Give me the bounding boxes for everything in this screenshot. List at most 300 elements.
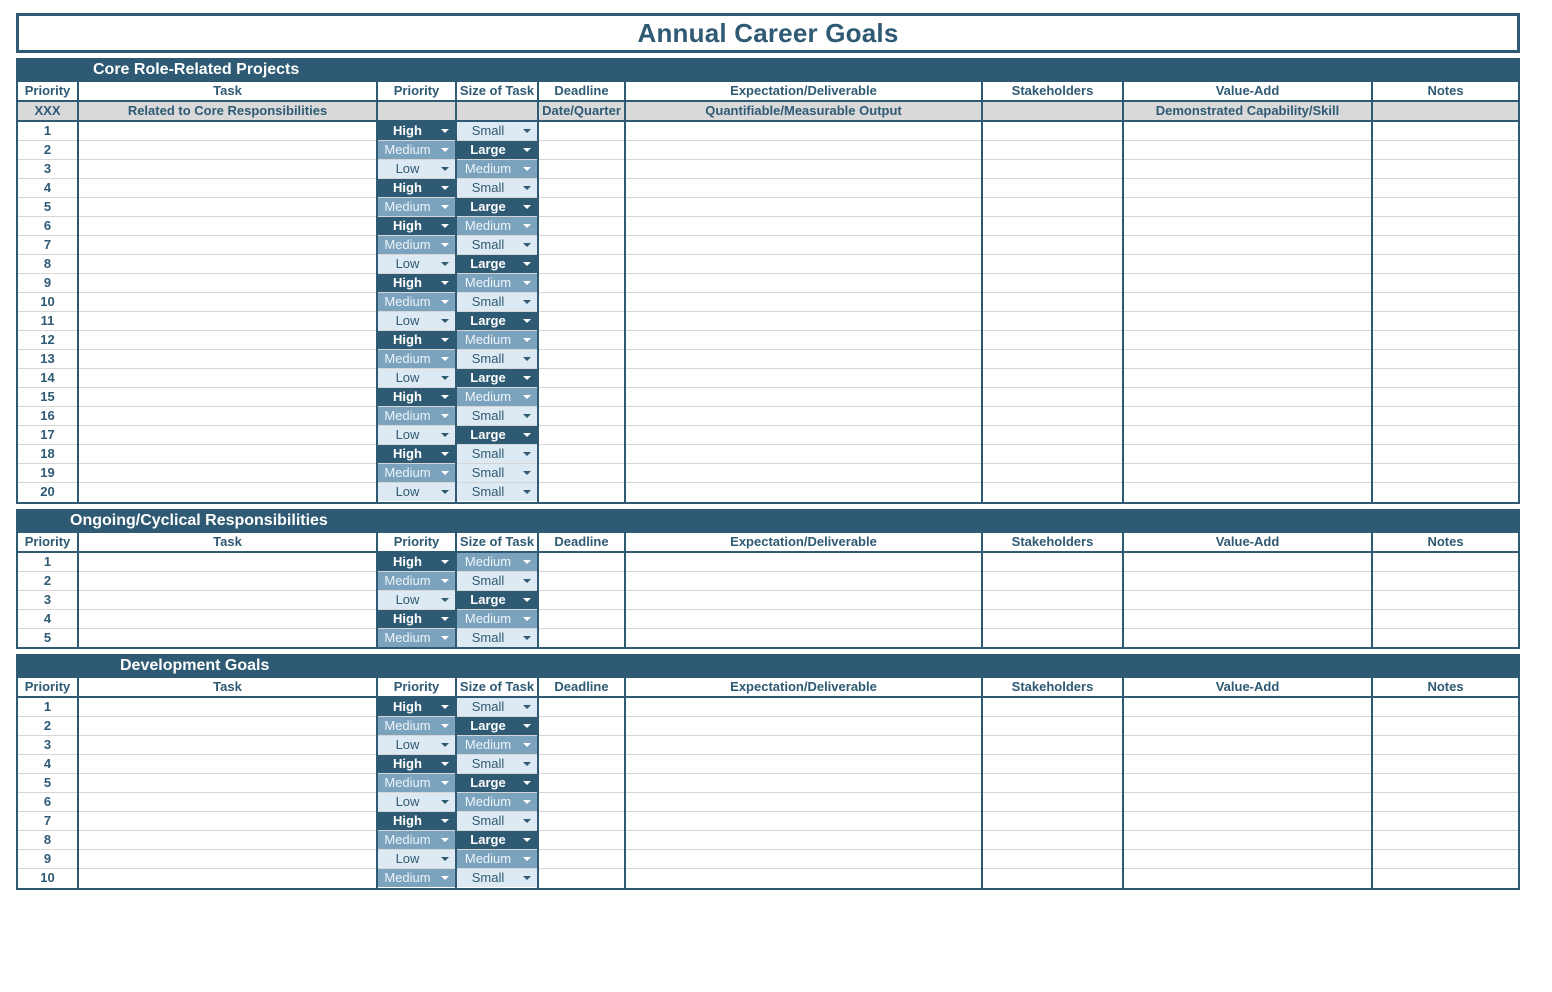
task-cell[interactable]	[78, 697, 377, 717]
stakeholders-cell[interactable]	[982, 293, 1123, 312]
deliverable-cell[interactable]	[625, 793, 982, 812]
notes-cell[interactable]	[1372, 407, 1518, 426]
deliverable-cell[interactable]	[625, 717, 982, 736]
chevron-down-icon[interactable]	[441, 857, 449, 861]
size-dropdown[interactable]	[457, 122, 537, 140]
priority-dropdown[interactable]	[378, 736, 455, 754]
task-cell[interactable]	[78, 350, 377, 369]
task-cell[interactable]	[78, 464, 377, 483]
task-cell[interactable]	[78, 628, 377, 647]
stakeholders-cell[interactable]	[982, 255, 1123, 274]
size-dropdown[interactable]	[457, 464, 537, 482]
deadline-cell[interactable]	[538, 160, 625, 179]
value-add-cell[interactable]	[1123, 388, 1372, 407]
size-dropdown[interactable]	[457, 293, 537, 311]
deadline-cell[interactable]	[538, 141, 625, 160]
deadline-cell[interactable]	[538, 217, 625, 236]
chevron-down-icon[interactable]	[441, 819, 449, 823]
deadline-cell[interactable]	[538, 388, 625, 407]
chevron-down-icon[interactable]	[441, 598, 449, 602]
stakeholders-cell[interactable]	[982, 121, 1123, 141]
stakeholders-cell[interactable]	[982, 464, 1123, 483]
size-dropdown[interactable]	[457, 850, 537, 868]
chevron-down-icon[interactable]	[523, 376, 531, 380]
size-dropdown[interactable]	[457, 331, 537, 349]
chevron-down-icon[interactable]	[523, 281, 531, 285]
chevron-down-icon[interactable]	[523, 724, 531, 728]
deliverable-cell[interactable]	[625, 445, 982, 464]
chevron-down-icon[interactable]	[441, 781, 449, 785]
chevron-down-icon[interactable]	[523, 876, 531, 880]
value-add-cell[interactable]	[1123, 198, 1372, 217]
size-dropdown[interactable]	[457, 217, 537, 235]
task-cell[interactable]	[78, 121, 377, 141]
chevron-down-icon[interactable]	[523, 167, 531, 171]
priority-dropdown[interactable]	[378, 274, 455, 292]
value-add-cell[interactable]	[1123, 141, 1372, 160]
notes-cell[interactable]	[1372, 571, 1518, 590]
chevron-down-icon[interactable]	[441, 743, 449, 747]
deadline-cell[interactable]	[538, 869, 625, 888]
chevron-down-icon[interactable]	[441, 338, 449, 342]
size-dropdown[interactable]	[457, 553, 537, 571]
deliverable-cell[interactable]	[625, 483, 982, 502]
chevron-down-icon[interactable]	[523, 617, 531, 621]
notes-cell[interactable]	[1372, 331, 1518, 350]
deadline-cell[interactable]	[538, 812, 625, 831]
notes-cell[interactable]	[1372, 350, 1518, 369]
priority-dropdown[interactable]	[378, 160, 455, 178]
chevron-down-icon[interactable]	[523, 636, 531, 640]
chevron-down-icon[interactable]	[441, 319, 449, 323]
deliverable-cell[interactable]	[625, 590, 982, 609]
deliverable-cell[interactable]	[625, 464, 982, 483]
deadline-cell[interactable]	[538, 426, 625, 445]
chevron-down-icon[interactable]	[523, 243, 531, 247]
stakeholders-cell[interactable]	[982, 850, 1123, 869]
notes-cell[interactable]	[1372, 274, 1518, 293]
notes-cell[interactable]	[1372, 179, 1518, 198]
task-cell[interactable]	[78, 160, 377, 179]
priority-dropdown[interactable]	[378, 312, 455, 330]
deliverable-cell[interactable]	[625, 274, 982, 293]
size-dropdown[interactable]	[457, 591, 537, 609]
notes-cell[interactable]	[1372, 869, 1518, 888]
notes-cell[interactable]	[1372, 217, 1518, 236]
notes-cell[interactable]	[1372, 121, 1518, 141]
priority-dropdown[interactable]	[378, 141, 455, 159]
stakeholders-cell[interactable]	[982, 736, 1123, 755]
task-cell[interactable]	[78, 179, 377, 198]
size-dropdown[interactable]	[457, 717, 537, 735]
deliverable-cell[interactable]	[625, 160, 982, 179]
deliverable-cell[interactable]	[625, 179, 982, 198]
notes-cell[interactable]	[1372, 388, 1518, 407]
task-cell[interactable]	[78, 483, 377, 502]
task-cell[interactable]	[78, 217, 377, 236]
notes-cell[interactable]	[1372, 464, 1518, 483]
notes-cell[interactable]	[1372, 483, 1518, 502]
notes-cell[interactable]	[1372, 628, 1518, 647]
value-add-cell[interactable]	[1123, 236, 1372, 255]
value-add-cell[interactable]	[1123, 160, 1372, 179]
stakeholders-cell[interactable]	[982, 407, 1123, 426]
deadline-cell[interactable]	[538, 350, 625, 369]
deadline-cell[interactable]	[538, 312, 625, 331]
deadline-cell[interactable]	[538, 369, 625, 388]
notes-cell[interactable]	[1372, 697, 1518, 717]
size-dropdown[interactable]	[457, 274, 537, 292]
priority-dropdown[interactable]	[378, 198, 455, 216]
task-cell[interactable]	[78, 571, 377, 590]
deliverable-cell[interactable]	[625, 331, 982, 350]
chevron-down-icon[interactable]	[523, 319, 531, 323]
task-cell[interactable]	[78, 717, 377, 736]
notes-cell[interactable]	[1372, 236, 1518, 255]
priority-dropdown[interactable]	[378, 464, 455, 482]
value-add-cell[interactable]	[1123, 628, 1372, 647]
chevron-down-icon[interactable]	[523, 129, 531, 133]
priority-dropdown[interactable]	[378, 179, 455, 197]
deliverable-cell[interactable]	[625, 609, 982, 628]
priority-dropdown[interactable]	[378, 850, 455, 868]
chevron-down-icon[interactable]	[523, 224, 531, 228]
stakeholders-cell[interactable]	[982, 571, 1123, 590]
deliverable-cell[interactable]	[625, 407, 982, 426]
size-dropdown[interactable]	[457, 369, 537, 387]
size-dropdown[interactable]	[457, 698, 537, 716]
value-add-cell[interactable]	[1123, 179, 1372, 198]
chevron-down-icon[interactable]	[523, 395, 531, 399]
stakeholders-cell[interactable]	[982, 198, 1123, 217]
notes-cell[interactable]	[1372, 255, 1518, 274]
size-dropdown[interactable]	[457, 350, 537, 368]
chevron-down-icon[interactable]	[441, 300, 449, 304]
value-add-cell[interactable]	[1123, 831, 1372, 850]
stakeholders-cell[interactable]	[982, 552, 1123, 572]
stakeholders-cell[interactable]	[982, 369, 1123, 388]
notes-cell[interactable]	[1372, 793, 1518, 812]
size-dropdown[interactable]	[457, 572, 537, 590]
value-add-cell[interactable]	[1123, 121, 1372, 141]
value-add-cell[interactable]	[1123, 255, 1372, 274]
deadline-cell[interactable]	[538, 755, 625, 774]
deliverable-cell[interactable]	[625, 236, 982, 255]
size-dropdown[interactable]	[457, 160, 537, 178]
notes-cell[interactable]	[1372, 590, 1518, 609]
stakeholders-cell[interactable]	[982, 331, 1123, 350]
chevron-down-icon[interactable]	[441, 579, 449, 583]
size-dropdown[interactable]	[457, 426, 537, 444]
chevron-down-icon[interactable]	[523, 800, 531, 804]
stakeholders-cell[interactable]	[982, 217, 1123, 236]
priority-dropdown[interactable]	[378, 610, 455, 628]
notes-cell[interactable]	[1372, 141, 1518, 160]
priority-dropdown[interactable]	[378, 426, 455, 444]
priority-dropdown[interactable]	[378, 445, 455, 463]
deliverable-cell[interactable]	[625, 697, 982, 717]
task-cell[interactable]	[78, 369, 377, 388]
deliverable-cell[interactable]	[625, 426, 982, 445]
deadline-cell[interactable]	[538, 198, 625, 217]
notes-cell[interactable]	[1372, 850, 1518, 869]
value-add-cell[interactable]	[1123, 445, 1372, 464]
value-add-cell[interactable]	[1123, 331, 1372, 350]
deliverable-cell[interactable]	[625, 831, 982, 850]
size-dropdown[interactable]	[457, 483, 537, 501]
task-cell[interactable]	[78, 141, 377, 160]
deadline-cell[interactable]	[538, 483, 625, 502]
size-dropdown[interactable]	[457, 445, 537, 463]
chevron-down-icon[interactable]	[523, 148, 531, 152]
deliverable-cell[interactable]	[625, 369, 982, 388]
value-add-cell[interactable]	[1123, 774, 1372, 793]
value-add-cell[interactable]	[1123, 464, 1372, 483]
task-cell[interactable]	[78, 812, 377, 831]
priority-dropdown[interactable]	[378, 755, 455, 773]
priority-dropdown[interactable]	[378, 350, 455, 368]
priority-dropdown[interactable]	[378, 388, 455, 406]
deliverable-cell[interactable]	[625, 121, 982, 141]
deliverable-cell[interactable]	[625, 774, 982, 793]
chevron-down-icon[interactable]	[523, 357, 531, 361]
deadline-cell[interactable]	[538, 255, 625, 274]
deadline-cell[interactable]	[538, 697, 625, 717]
chevron-down-icon[interactable]	[441, 490, 449, 494]
chevron-down-icon[interactable]	[523, 452, 531, 456]
chevron-down-icon[interactable]	[441, 262, 449, 266]
value-add-cell[interactable]	[1123, 407, 1372, 426]
stakeholders-cell[interactable]	[982, 426, 1123, 445]
deadline-cell[interactable]	[538, 590, 625, 609]
deliverable-cell[interactable]	[625, 628, 982, 647]
priority-dropdown[interactable]	[378, 572, 455, 590]
chevron-down-icon[interactable]	[441, 705, 449, 709]
deadline-cell[interactable]	[538, 552, 625, 572]
notes-cell[interactable]	[1372, 198, 1518, 217]
deliverable-cell[interactable]	[625, 312, 982, 331]
chevron-down-icon[interactable]	[523, 560, 531, 564]
deadline-cell[interactable]	[538, 445, 625, 464]
deliverable-cell[interactable]	[625, 571, 982, 590]
priority-dropdown[interactable]	[378, 774, 455, 792]
value-add-cell[interactable]	[1123, 571, 1372, 590]
priority-dropdown[interactable]	[378, 407, 455, 425]
task-cell[interactable]	[78, 793, 377, 812]
deadline-cell[interactable]	[538, 609, 625, 628]
deadline-cell[interactable]	[538, 464, 625, 483]
deadline-cell[interactable]	[538, 736, 625, 755]
chevron-down-icon[interactable]	[441, 762, 449, 766]
task-cell[interactable]	[78, 445, 377, 464]
chevron-down-icon[interactable]	[523, 579, 531, 583]
priority-dropdown[interactable]	[378, 553, 455, 571]
task-cell[interactable]	[78, 331, 377, 350]
chevron-down-icon[interactable]	[441, 129, 449, 133]
deadline-cell[interactable]	[538, 407, 625, 426]
value-add-cell[interactable]	[1123, 350, 1372, 369]
priority-dropdown[interactable]	[378, 869, 455, 887]
deliverable-cell[interactable]	[625, 869, 982, 888]
size-dropdown[interactable]	[457, 179, 537, 197]
priority-dropdown[interactable]	[378, 591, 455, 609]
deliverable-cell[interactable]	[625, 736, 982, 755]
value-add-cell[interactable]	[1123, 812, 1372, 831]
priority-dropdown[interactable]	[378, 293, 455, 311]
deliverable-cell[interactable]	[625, 552, 982, 572]
deliverable-cell[interactable]	[625, 755, 982, 774]
stakeholders-cell[interactable]	[982, 179, 1123, 198]
value-add-cell[interactable]	[1123, 850, 1372, 869]
size-dropdown[interactable]	[457, 610, 537, 628]
deadline-cell[interactable]	[538, 831, 625, 850]
deliverable-cell[interactable]	[625, 217, 982, 236]
task-cell[interactable]	[78, 590, 377, 609]
task-cell[interactable]	[78, 831, 377, 850]
chevron-down-icon[interactable]	[441, 376, 449, 380]
deliverable-cell[interactable]	[625, 255, 982, 274]
size-dropdown[interactable]	[457, 255, 537, 273]
notes-cell[interactable]	[1372, 293, 1518, 312]
deadline-cell[interactable]	[538, 274, 625, 293]
priority-dropdown[interactable]	[378, 122, 455, 140]
task-cell[interactable]	[78, 255, 377, 274]
chevron-down-icon[interactable]	[441, 636, 449, 640]
chevron-down-icon[interactable]	[523, 490, 531, 494]
chevron-down-icon[interactable]	[523, 743, 531, 747]
deliverable-cell[interactable]	[625, 388, 982, 407]
deliverable-cell[interactable]	[625, 198, 982, 217]
priority-dropdown[interactable]	[378, 369, 455, 387]
task-cell[interactable]	[78, 426, 377, 445]
priority-dropdown[interactable]	[378, 698, 455, 716]
chevron-down-icon[interactable]	[523, 762, 531, 766]
chevron-down-icon[interactable]	[523, 857, 531, 861]
stakeholders-cell[interactable]	[982, 445, 1123, 464]
notes-cell[interactable]	[1372, 312, 1518, 331]
stakeholders-cell[interactable]	[982, 831, 1123, 850]
chevron-down-icon[interactable]	[441, 243, 449, 247]
task-cell[interactable]	[78, 552, 377, 572]
stakeholders-cell[interactable]	[982, 628, 1123, 647]
deadline-cell[interactable]	[538, 793, 625, 812]
chevron-down-icon[interactable]	[523, 471, 531, 475]
chevron-down-icon[interactable]	[441, 433, 449, 437]
chevron-down-icon[interactable]	[523, 705, 531, 709]
chevron-down-icon[interactable]	[441, 357, 449, 361]
value-add-cell[interactable]	[1123, 590, 1372, 609]
size-dropdown[interactable]	[457, 793, 537, 811]
value-add-cell[interactable]	[1123, 552, 1372, 572]
deadline-cell[interactable]	[538, 571, 625, 590]
notes-cell[interactable]	[1372, 812, 1518, 831]
value-add-cell[interactable]	[1123, 717, 1372, 736]
deadline-cell[interactable]	[538, 717, 625, 736]
stakeholders-cell[interactable]	[982, 160, 1123, 179]
chevron-down-icon[interactable]	[441, 560, 449, 564]
chevron-down-icon[interactable]	[441, 224, 449, 228]
stakeholders-cell[interactable]	[982, 717, 1123, 736]
chevron-down-icon[interactable]	[523, 414, 531, 418]
task-cell[interactable]	[78, 274, 377, 293]
size-dropdown[interactable]	[457, 141, 537, 159]
task-cell[interactable]	[78, 755, 377, 774]
notes-cell[interactable]	[1372, 717, 1518, 736]
stakeholders-cell[interactable]	[982, 483, 1123, 502]
task-cell[interactable]	[78, 312, 377, 331]
deadline-cell[interactable]	[538, 850, 625, 869]
priority-dropdown[interactable]	[378, 483, 455, 501]
value-add-cell[interactable]	[1123, 869, 1372, 888]
size-dropdown[interactable]	[457, 831, 537, 849]
chevron-down-icon[interactable]	[523, 433, 531, 437]
chevron-down-icon[interactable]	[523, 781, 531, 785]
value-add-cell[interactable]	[1123, 736, 1372, 755]
value-add-cell[interactable]	[1123, 755, 1372, 774]
notes-cell[interactable]	[1372, 755, 1518, 774]
deliverable-cell[interactable]	[625, 350, 982, 369]
chevron-down-icon[interactable]	[441, 167, 449, 171]
chevron-down-icon[interactable]	[441, 838, 449, 842]
chevron-down-icon[interactable]	[441, 205, 449, 209]
deliverable-cell[interactable]	[625, 850, 982, 869]
stakeholders-cell[interactable]	[982, 141, 1123, 160]
task-cell[interactable]	[78, 850, 377, 869]
stakeholders-cell[interactable]	[982, 312, 1123, 331]
task-cell[interactable]	[78, 388, 377, 407]
size-dropdown[interactable]	[457, 236, 537, 254]
deadline-cell[interactable]	[538, 121, 625, 141]
deliverable-cell[interactable]	[625, 812, 982, 831]
stakeholders-cell[interactable]	[982, 388, 1123, 407]
priority-dropdown[interactable]	[378, 255, 455, 273]
priority-dropdown[interactable]	[378, 793, 455, 811]
stakeholders-cell[interactable]	[982, 609, 1123, 628]
priority-dropdown[interactable]	[378, 629, 455, 647]
chevron-down-icon[interactable]	[523, 205, 531, 209]
value-add-cell[interactable]	[1123, 483, 1372, 502]
chevron-down-icon[interactable]	[523, 838, 531, 842]
chevron-down-icon[interactable]	[441, 281, 449, 285]
stakeholders-cell[interactable]	[982, 774, 1123, 793]
notes-cell[interactable]	[1372, 736, 1518, 755]
deadline-cell[interactable]	[538, 774, 625, 793]
chevron-down-icon[interactable]	[441, 395, 449, 399]
chevron-down-icon[interactable]	[441, 186, 449, 190]
notes-cell[interactable]	[1372, 609, 1518, 628]
chevron-down-icon[interactable]	[523, 186, 531, 190]
chevron-down-icon[interactable]	[523, 819, 531, 823]
stakeholders-cell[interactable]	[982, 793, 1123, 812]
deadline-cell[interactable]	[538, 628, 625, 647]
chevron-down-icon[interactable]	[441, 148, 449, 152]
size-dropdown[interactable]	[457, 869, 537, 887]
priority-dropdown[interactable]	[378, 812, 455, 830]
task-cell[interactable]	[78, 236, 377, 255]
chevron-down-icon[interactable]	[441, 800, 449, 804]
stakeholders-cell[interactable]	[982, 590, 1123, 609]
size-dropdown[interactable]	[457, 774, 537, 792]
priority-dropdown[interactable]	[378, 717, 455, 735]
deliverable-cell[interactable]	[625, 293, 982, 312]
size-dropdown[interactable]	[457, 312, 537, 330]
size-dropdown[interactable]	[457, 755, 537, 773]
chevron-down-icon[interactable]	[523, 338, 531, 342]
value-add-cell[interactable]	[1123, 217, 1372, 236]
value-add-cell[interactable]	[1123, 426, 1372, 445]
stakeholders-cell[interactable]	[982, 350, 1123, 369]
chevron-down-icon[interactable]	[523, 300, 531, 304]
